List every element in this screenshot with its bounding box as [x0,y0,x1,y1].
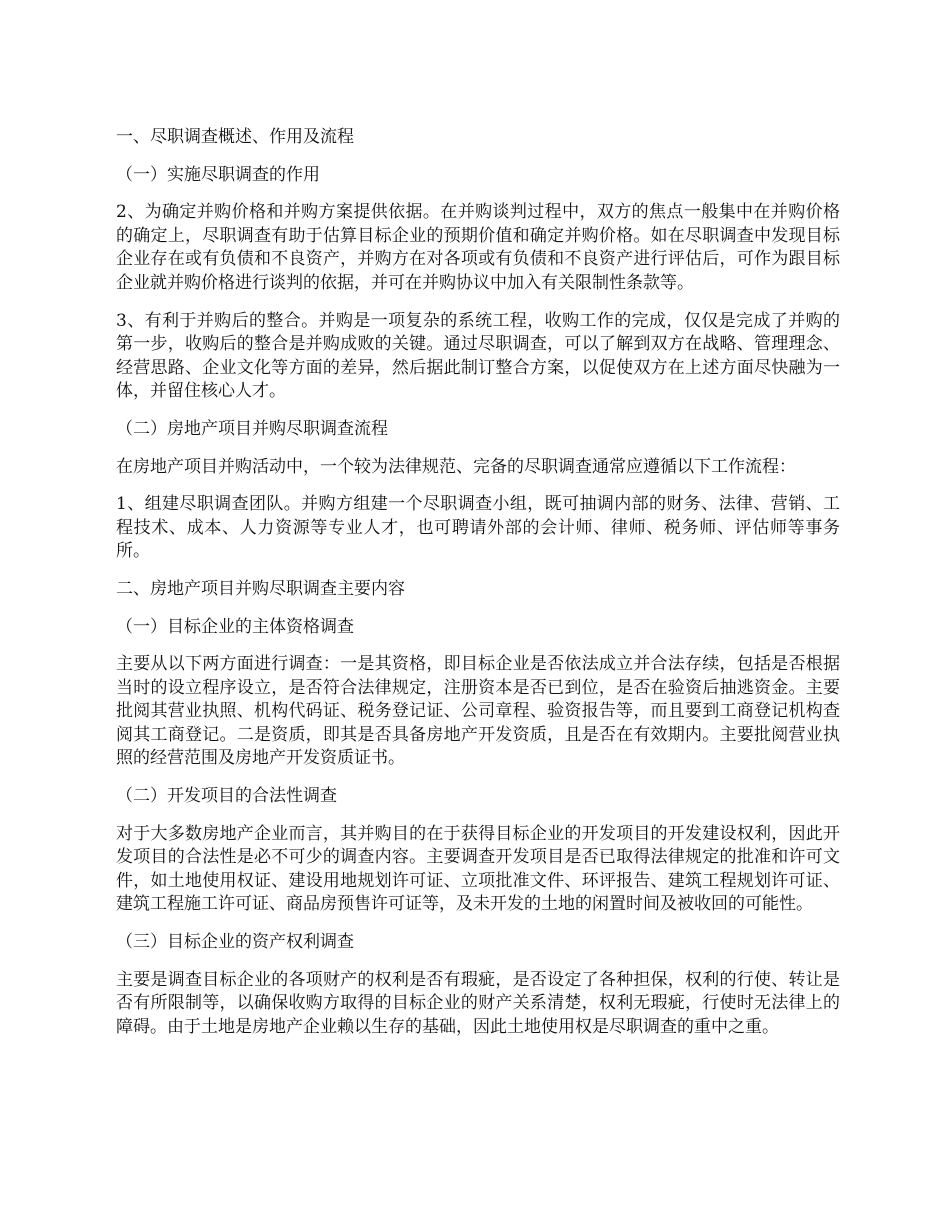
section-heading-2: 二、房地产项目并购尽职调查主要内容 [116,578,405,599]
subsection-heading-2-3: （三）目标企业的资产权利调查 [116,932,354,953]
paragraph-pricing-basis: 2、为确定并购价格和并购方案提供依据。在并购谈判过程中，双方的焦点一般集中在并购价格的确定上，尽职调查有助于估算目标企业的预期价值和确定并购价格。如在尽职调查中发现目标企业存在或有负债和不良资产，并购方在对各项或有负债和不良资产进行评估后，可作为跟目标企业就并购价格进行谈判的依据，并可在并购协议中加入有关限制性条款等。 [116,202,840,293]
section-heading-1: 一、尽职调查概述、作用及流程 [116,127,354,147]
document-page [116,126,840,1053]
paragraph-process-intro: 在房地产项目并购活动中，一个较为法律规范、完备的尽职调查通常应遵循以下工作流程： [116,456,796,477]
subsection-heading-1-2: （二）房地产项目并购尽职调查流程 [116,418,388,439]
paragraph-asset-rights: 主要是调查目标企业的各项财产的权利是否有瑕疵，是否设定了各种担保，权利的行使、转让是否有所限制等，以确保收购方取得的目标企业的财产关系清楚，权利无瑕疵，行使时无法律上的障碍。由于土地是房地产企业赖以生存的基础，因此土地使用权是尽职调查的重中之重。 [116,969,840,1037]
paragraph-entity-qualification: 主要从以下两方面进行调查：一是其资格，即目标企业是否依法成立并合法存续，包括是否根据当时的设立程序设立，是否符合法律规定，注册资本是否已到位，是否在验资后抽逃资金。主要批阅其营业执照、机构代码证、税务登记证、公司章程、验资报告等，而且要到工商登记机构查阅其工商登记。二是资质，即其是否具备房地产开发资质，且是否在有效期内。主要批阅营业执照的经营范围及房地产开发资质证书。 [116,654,840,769]
subsection-heading-2-2: （二）开发项目的合法性调查 [116,786,337,807]
paragraph-post-merger-integration: 3、有利于并购后的整合。并购是一项复杂的系统工程，收购工作的完成，仅仅是完成了并购的第一步，收购后的整合是并购成败的关键。通过尽职调查，可以了解到双方在战略、管理理念、经营思路、企业文化等方面的差异，然后据此制订整合方案，以促使双方在上述方面尽快融为一体，并留住核心人才。 [116,310,840,402]
paragraph-project-legality: 对于大多数房地产企业而言，其并购目的在于获得目标企业的开发项目的开发建设权利，因此开发项目的合法性是必不可少的调查内容。主要调查开发项目是否已取得法律规定的批准和许可文件，如土地使用权证、建设用地规划许可证、立项批准文件、环评报告、建筑工程规划许可证、建筑工程施工许可证、商品房预售许可证等，及未开发的土地的闲置时间及被收回的可能性。 [116,823,840,915]
paragraph-build-team: 1、组建尽职调查团队。并购方组建一个尽职调查小组，既可抽调内部的财务、法律、营销、工程技术、成本、人力资源等专业人才，也可聘请外部的会计师、律师、税务师、评估师等事务所。 [116,494,840,562]
subsection-heading-1-1: （一）实施尽职调查的作用 [116,164,320,185]
subsection-heading-2-1: （一）目标企业的主体资格调查 [116,616,354,637]
